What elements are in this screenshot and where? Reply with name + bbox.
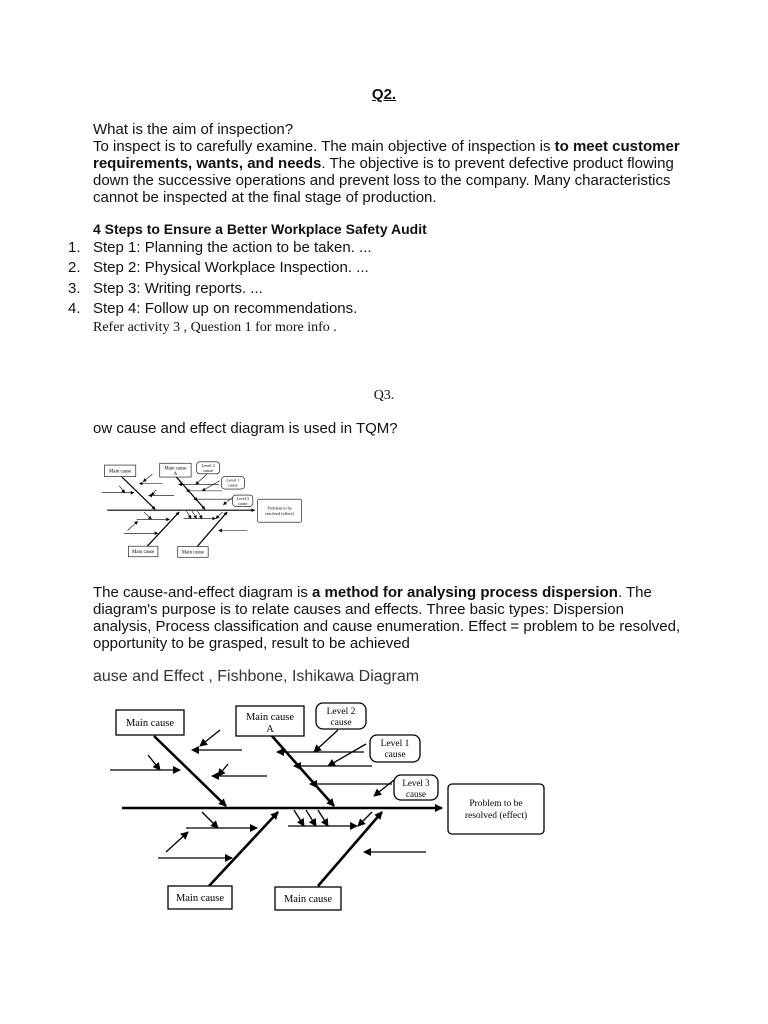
effect-label: Problem to be	[267, 505, 292, 511]
effect-label-2: resolved (effect)	[265, 510, 294, 516]
list-item	[68, 258, 372, 278]
level2-label: Level 2	[201, 462, 215, 468]
q2-answer-text-end: . The objective is to prevent defective product flowing down the successive operations and prevent loss to the company. Many characteristics cannot be inspected at the final stage of production.	[93, 155, 674, 206]
refer-note: Refer activity 3 , Question 1 for more info .	[93, 320, 337, 335]
lower-bone-2	[318, 812, 382, 886]
q3-answer-bold: a method for analysing process dispersion	[312, 584, 618, 601]
q3-answer-text-end: . The diagram's purpose is to relate causes and effects. Three basic types: Dispersion analysis, Process classification and cause enumeration. Effect = problem to be resolved, opportunity to be grasped, result to be achieved	[93, 584, 681, 652]
q2-answer	[93, 138, 693, 206]
q3-answer-text: The cause-and-effect diagram is	[93, 584, 313, 601]
main-cause-a-label: Main cause	[245, 712, 295, 723]
list-item	[68, 238, 372, 258]
main-cause-label: Main cause	[181, 550, 205, 556]
level3-label: Level 3	[402, 778, 430, 788]
q3-question: ow cause and effect diagram is used in TQM?	[93, 420, 398, 437]
effect-label-2: resolved (effect)	[464, 811, 528, 821]
upper-bone-2	[272, 736, 334, 806]
list-number: 2.	[68, 259, 81, 277]
upper-bone-1	[122, 477, 155, 509]
list-number: 1.	[68, 239, 81, 256]
main-cause-label: Main cause	[125, 718, 175, 729]
fishbone-diagram-small	[98, 456, 310, 564]
level1-cause: cause	[384, 750, 406, 760]
q2-question: What is the aim of inspection?	[93, 121, 294, 138]
main-cause-label: Main cause	[175, 893, 225, 904]
level3-cause: cause	[238, 501, 248, 507]
lower-bone-1	[147, 512, 179, 546]
level1-cause: cause	[228, 482, 238, 488]
main-cause-label: Main cause	[283, 894, 333, 905]
lower-bone-2	[198, 512, 227, 546]
list-item	[68, 279, 372, 299]
level1-label: Level 1	[226, 477, 240, 483]
q3-heading: Q3.	[373, 388, 395, 403]
level3-cause: cause	[406, 789, 426, 799]
q2-answer-text: To inspect is to carefully examine. The main objective of inspection is	[93, 138, 555, 155]
q3-answer	[93, 584, 683, 652]
steps-list	[68, 238, 372, 319]
upper-bone-2	[176, 477, 205, 509]
q2-heading: Q2.	[371, 86, 397, 103]
list-text: Step 1: Planning the action to be taken. ...	[93, 239, 372, 256]
effect-label: Problem to be	[469, 799, 523, 809]
q2-answer-bold: to meet customer requirements, wants, and needs	[93, 138, 680, 172]
main-cause-a-letter: A	[173, 472, 178, 478]
list-item	[68, 299, 372, 319]
list-text: Step 2: Physical Workplace Inspection. ...	[93, 259, 369, 277]
steps-title: 4 Steps to Ensure a Better Workplace Safety Audit	[93, 221, 427, 237]
diagram-title: ause and Effect , Fishbone, Ishikawa Diagram	[93, 668, 420, 685]
level1-label: Level 1	[380, 739, 410, 749]
q2-body	[93, 121, 693, 206]
fishbone-diagram-large	[102, 700, 562, 915]
effect-box	[448, 784, 544, 834]
level2-cause: cause	[203, 467, 213, 473]
lower-bone-1	[209, 812, 278, 886]
level2-label: Level 2	[326, 707, 356, 717]
main-cause-label: Main cause	[109, 469, 132, 475]
main-cause-a-label: Main cause	[164, 466, 187, 472]
list-number: 3.	[68, 279, 81, 297]
level3-label: Level 3	[236, 496, 249, 502]
main-cause-label: Main cause	[132, 550, 155, 556]
list-text: Step 4: Follow up on recommendations.	[93, 299, 358, 317]
list-text: Step 3: Writing reports. ...	[93, 279, 263, 297]
main-cause-a-letter: A	[266, 724, 274, 735]
list-number: 4.	[68, 299, 81, 317]
upper-bone-1	[154, 736, 226, 806]
level2-cause: cause	[330, 718, 352, 728]
